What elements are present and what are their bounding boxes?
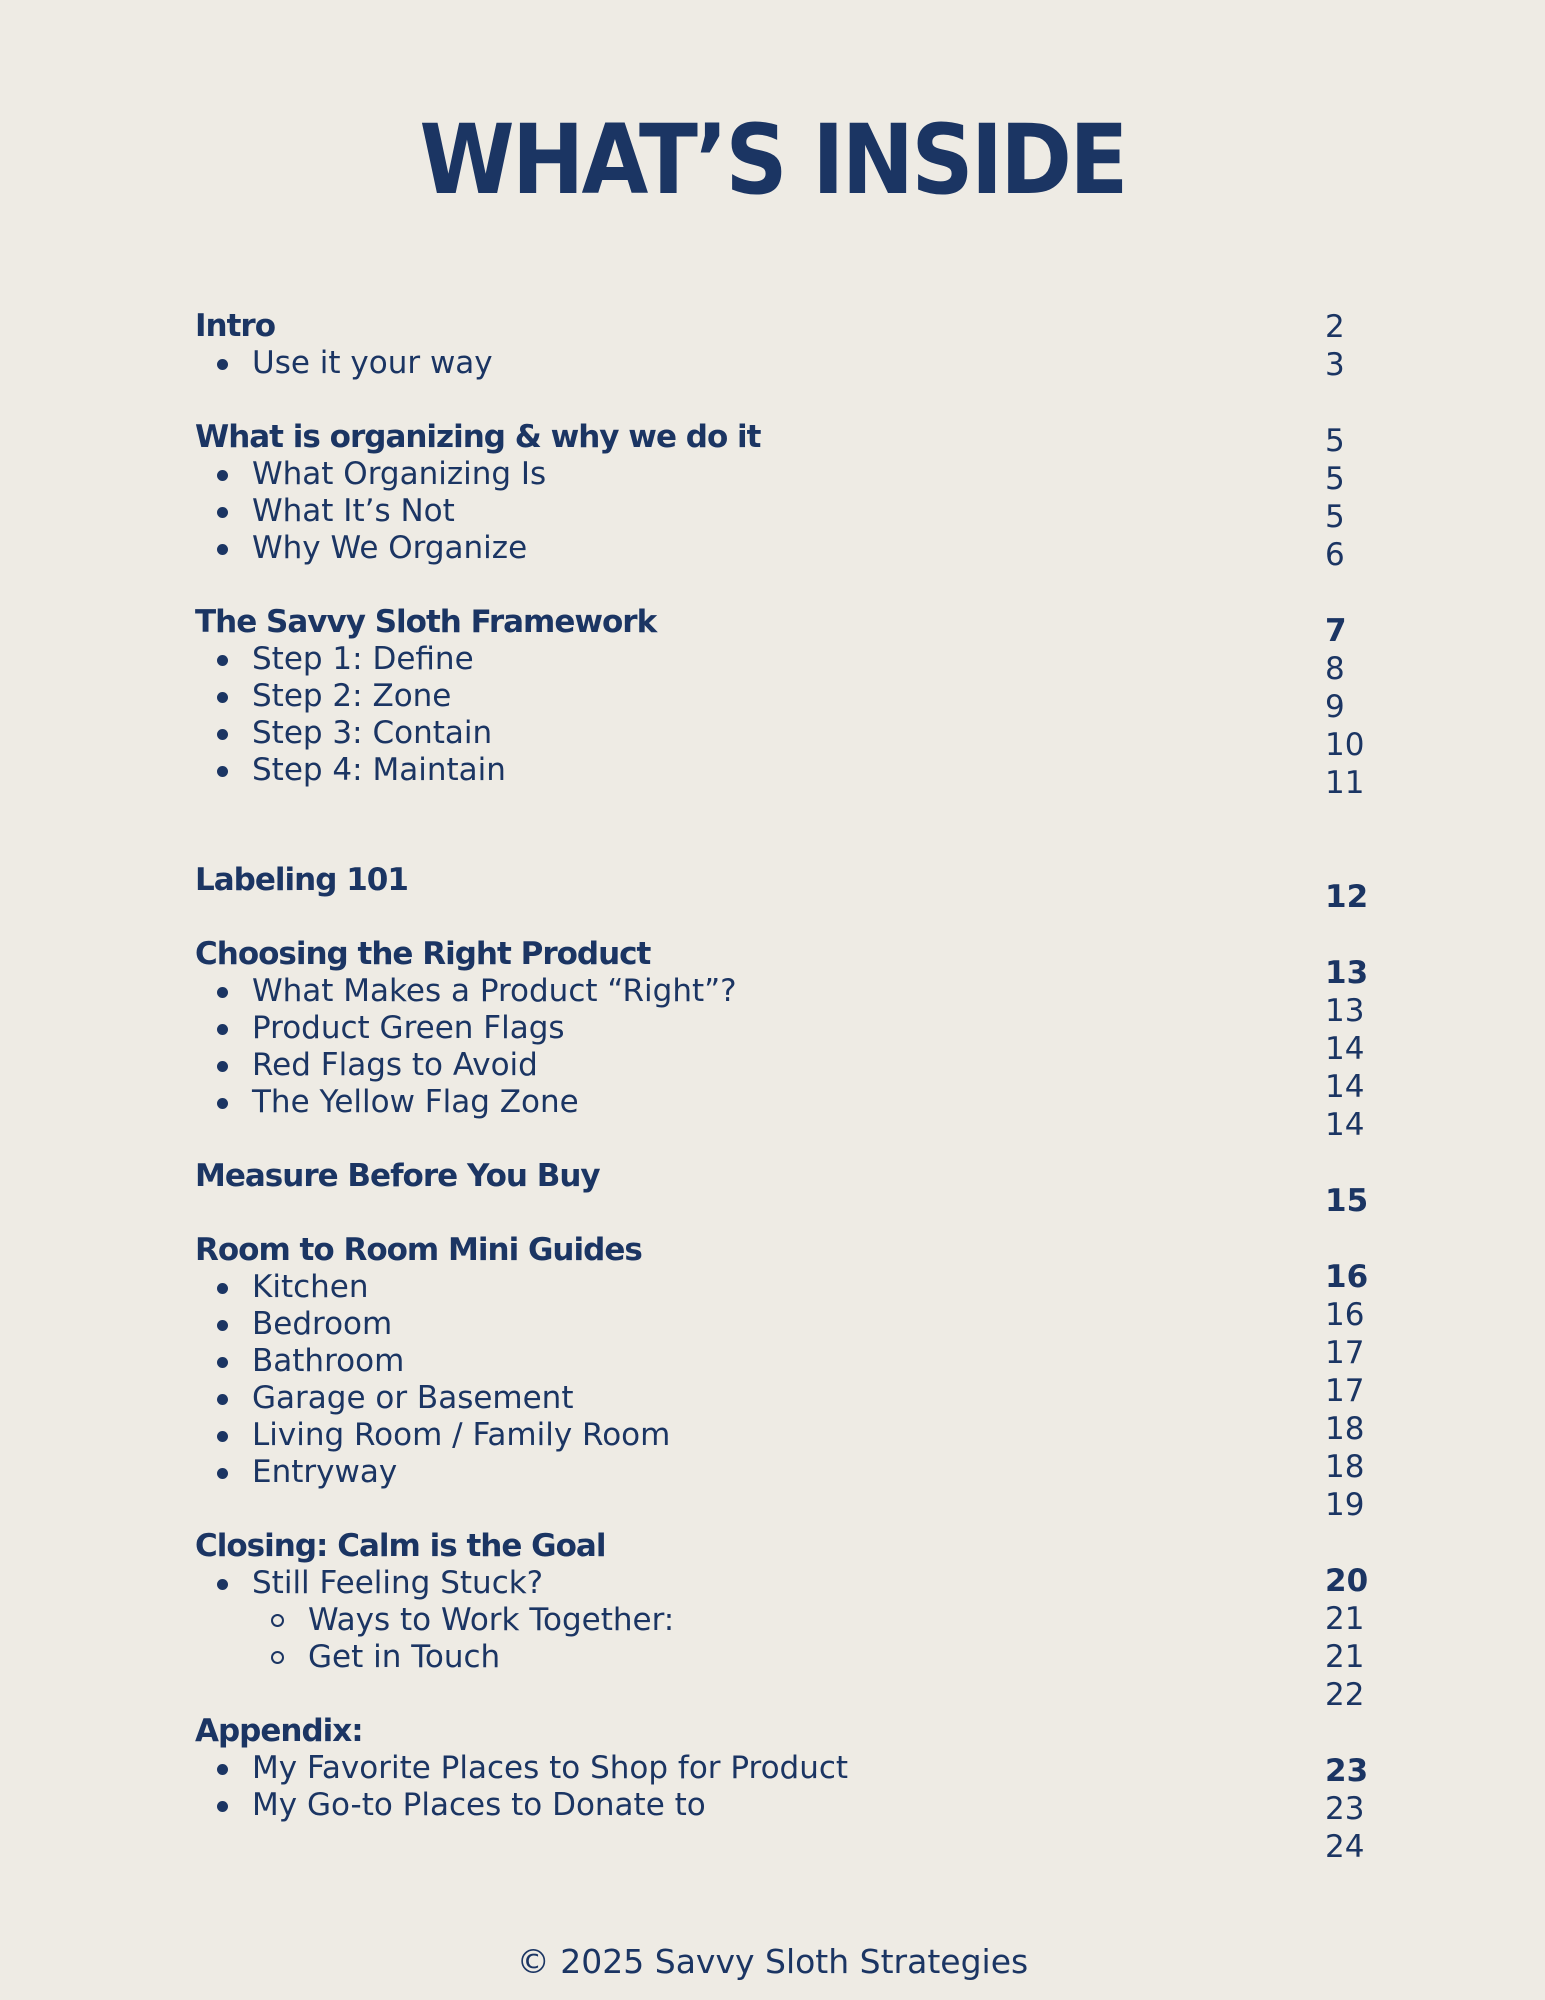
toc-section-heading: What is organizing & why we do it <box>195 419 761 455</box>
toc-page-number: 11 <box>1325 765 1365 801</box>
toc-page-number: 14 <box>1325 1107 1365 1143</box>
toc-page-number: 6 <box>1325 537 1345 573</box>
toc-page-number: 5 <box>1325 461 1345 497</box>
toc-subitem: Use it your way <box>195 345 493 382</box>
toc-page-number: 16 <box>1325 1259 1369 1295</box>
toc-subitem: My Go-to Places to Donate to <box>195 1787 706 1824</box>
toc-section-heading: Choosing the Right Product <box>195 936 651 972</box>
toc-page-number: 22 <box>1325 1677 1365 1713</box>
toc-section-heading: Room to Room Mini Guides <box>195 1232 642 1268</box>
toc-page-number: 19 <box>1325 1487 1365 1523</box>
toc-subsubitem: Ways to Work Together: <box>195 1602 674 1639</box>
toc-page-number: 21 <box>1325 1601 1365 1637</box>
toc-page-number: 14 <box>1325 1031 1365 1067</box>
toc-page-number: 24 <box>1325 1829 1365 1865</box>
toc-page-number: 2 <box>1325 309 1345 345</box>
toc-page-number: 18 <box>1325 1411 1365 1447</box>
toc-section-heading: Measure Before You Buy <box>195 1158 600 1194</box>
toc-page-number: 3 <box>1325 347 1345 383</box>
toc-subitem: Kitchen <box>195 1269 369 1306</box>
toc-page-number: 14 <box>1325 1069 1365 1105</box>
toc-page-number: 20 <box>1325 1563 1369 1599</box>
toc-page-number: 23 <box>1325 1791 1365 1827</box>
toc-subitem: Why We Organize <box>195 530 527 567</box>
toc-subitem: My Favorite Places to Shop for Product <box>195 1750 848 1787</box>
toc-section-heading: The Savvy Sloth Framework <box>195 604 657 640</box>
toc-page-number: 12 <box>1325 879 1369 915</box>
toc-subitem: Step 1: Define <box>195 641 474 678</box>
toc-subitem: What It’s Not <box>195 493 455 530</box>
toc-subitem: Step 3: Contain <box>195 715 492 752</box>
toc-subitem: Bathroom <box>195 1343 404 1380</box>
toc-page-number: 10 <box>1325 727 1365 763</box>
toc-subitem: Red Flags to Avoid <box>195 1047 538 1084</box>
toc-subitem: The Yellow Flag Zone <box>195 1084 579 1121</box>
toc-subsubitem: Get in Touch <box>195 1639 500 1676</box>
toc-subitem: Bedroom <box>195 1306 392 1343</box>
toc-section-heading: Appendix: <box>195 1713 363 1749</box>
toc-page-number: 8 <box>1325 651 1345 687</box>
toc-subitem: What Organizing Is <box>195 456 546 493</box>
toc-page-number: 9 <box>1325 689 1345 725</box>
toc-subitem: Living Room / Family Room <box>195 1417 670 1454</box>
toc-page-number: 13 <box>1325 955 1369 991</box>
toc-page-number: 17 <box>1325 1335 1365 1371</box>
toc-subitem: Product Green Flags <box>195 1010 565 1047</box>
toc-page-number: 16 <box>1325 1297 1365 1333</box>
toc-page-number: 23 <box>1325 1753 1369 1789</box>
toc-page-number: 13 <box>1325 993 1365 1029</box>
toc-page-number: 18 <box>1325 1449 1365 1485</box>
toc-page-number: 5 <box>1325 499 1345 535</box>
toc-page-number: 15 <box>1325 1183 1369 1219</box>
toc-subitem: Step 2: Zone <box>195 678 451 715</box>
toc-subitem: Still Feeling Stuck? <box>195 1565 543 1602</box>
toc-section-heading: Closing: Calm is the Goal <box>195 1528 606 1564</box>
toc-subitem: Entryway <box>195 1454 397 1491</box>
toc-page-number: 21 <box>1325 1639 1365 1675</box>
toc-page-number: 5 <box>1325 423 1345 459</box>
toc-subitem: Step 4: Maintain <box>195 752 506 789</box>
copyright-footer: © 2025 Savvy Sloth Strategies <box>516 1942 1029 1981</box>
toc-section-heading: Intro <box>195 308 276 344</box>
page-title: WHAT’S INSIDE <box>419 104 1126 216</box>
toc-page-number: 7 <box>1325 613 1347 649</box>
toc-section-heading: Labeling 101 <box>195 862 408 898</box>
toc-page-number: 17 <box>1325 1373 1365 1409</box>
toc-subitem: Garage or Basement <box>195 1380 574 1417</box>
toc-subitem: What Makes a Product “Right”? <box>195 973 737 1010</box>
